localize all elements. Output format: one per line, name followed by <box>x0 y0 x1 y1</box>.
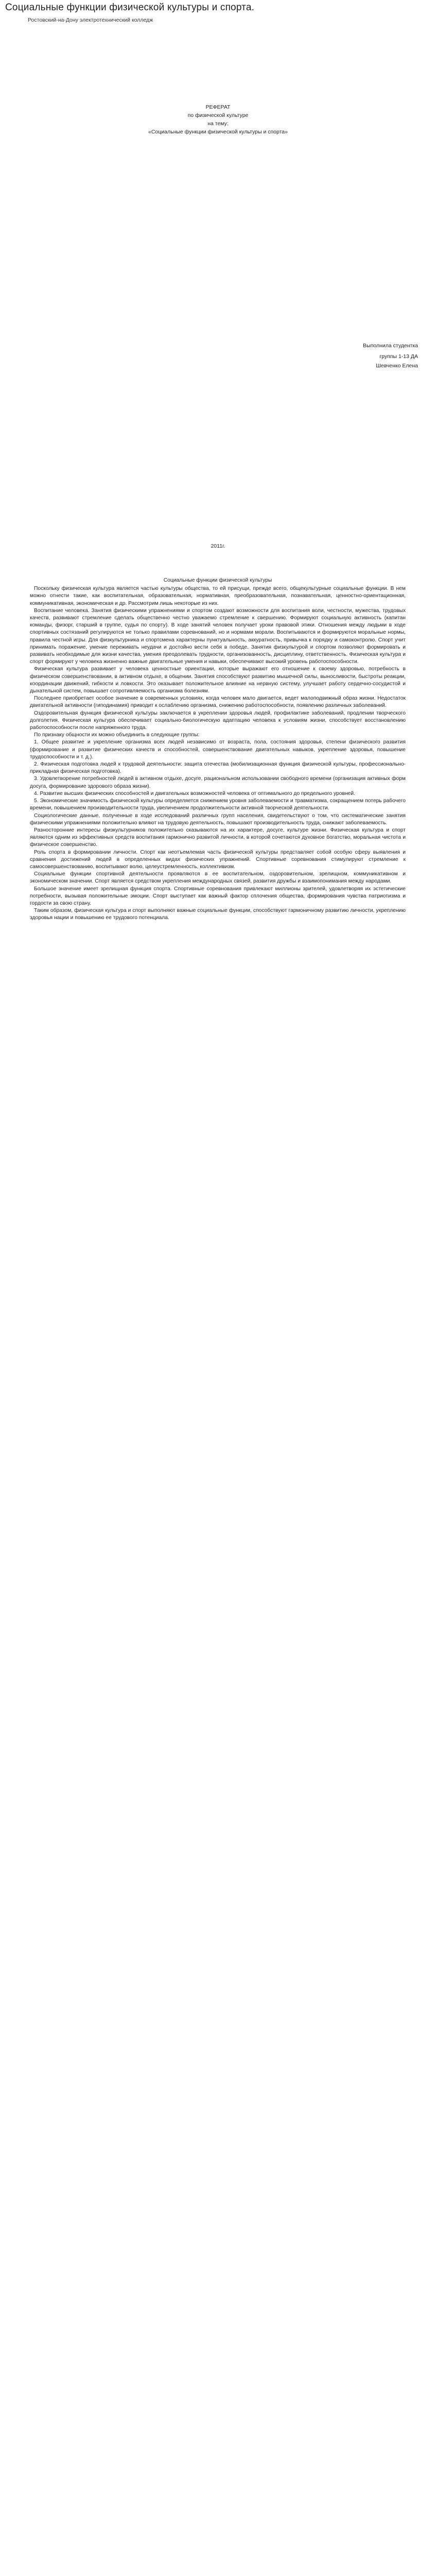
list-item: 1. Общее развитие и укрепление организма всех людей независимо от возраста, пола, состояния здоровья, степени физического развития (формирование и развитие физических качеств и способностей, совершенствование двигательных навыков, укрепление здоровья, повышение трудоспособности и т. д.). <box>30 739 406 760</box>
article-paragraph: Последнее приобретает особое значение в современных условиях, когда человек мало двигается, ведет малоподвижный образ жизни. Недостаток двигательной активности (гиподинамия) приводит к ослаблению организма, снижению работоспособности, появлению различных заболеваний. <box>30 696 406 709</box>
article-paragraph: Социологические данные, полученные в ходе исследований различных групп населения, свидетельствуют о том, что систематические занятия физическими упражнениями положительно влияют на трудовую деятельность, повышают производительность труда, снижают заболеваемость. <box>30 812 406 826</box>
year: 2011г. <box>211 543 225 549</box>
list-item: 3. Удовлетворение потребностей людей в активном отдыхе, досуге, рациональном использовании свободного времени (организация активных форм досуга, формирование здорового образа жизни). <box>30 776 406 789</box>
author-name: Шевченко Елена <box>376 363 418 369</box>
list-item: 2. Физическая подготовка людей к трудовой деятельности: защита отечества (мобилизационная функция физической культуры, профессионально-прикладная физическая подготовка). <box>30 761 406 775</box>
topic-prefix: на тему: <box>207 121 229 127</box>
topic-title: «Социальные функции физической культуры и спорта» <box>148 129 288 135</box>
list-item: 4. Развитие высших физических способностей и двигательных возможностей человека от оптимального до предельного уровней. <box>34 790 355 796</box>
article-paragraph: Воспитание человека. Занятия физическими упражнениями и спортом создают возможности для воспитания воли, честности, мужества, трудовых качеств, развивают стремление сделать общественно честно уважаемо стремление к свершению. Формируют социальную активность (капитан команды, физорг, старший в группе, судья по спорту). В ходе занятий человек получает уроки правовой этики. Отношения между людьми в ходе спортивных состязаний регулируются не только правилами соревнований, но и нормами морали. Воспитываются и формируются моральные нормы, правила честной игры. Для физкультурника и спортсмена характерны пунктуальность, аккуратность, привычка к порядку и самоконтролю. Спорт учит принимать поражение, умение переживать неудачи и достойно вести себя в победе. Занятия физкультурой и спортом позволяют формировать и развивать необходимые для жизни качества, умения преодолевать трудности, организованность, дисциплину, ответственность. Физическая культура и спорт формируют у человека жизненно важные двигательные умения и навыки, обеспечивают высокий уровень работоспособности. <box>30 607 406 665</box>
article-paragraph: Таким образом, физическая культура и спорт выполняют важные социальные функции, способствуют гармоничному развитию личности, укреплению здоровья нации и повышению ее трудового потенциала. <box>30 908 406 921</box>
article-body <box>30 576 406 922</box>
author-role: Выполнила студентка <box>363 343 418 349</box>
article-paragraph: Поскольку физическая культура является частью культуры общества, то ей присущи, прежде всего, общекультурные социальные функции. В нем можно отнести такие, как воспитательная, образовательная, нормативная, преобразовательная, познавательная, ценностно-ориентационная, коммуникативная, экономическая и др. Рассмотрим лишь некоторые из них. <box>30 586 406 606</box>
document-header <box>5 1 431 24</box>
list-intro: По признаку общности их можно объединить в следующие группы: <box>34 732 200 738</box>
group-name: группы 1-13 ДА <box>379 353 418 360</box>
article-paragraph: Оздоровительная функция физической культуры заключается в укреплении здоровья людей, профилактике заболеваний, продлении творческого долголетия. Физическая культура обеспечивает социально-биологическую адаптацию человека к условиям жизни, способствует восстановлению работоспособности после напряженного труда. <box>30 710 406 731</box>
institution-name: Ростовский-на-Дону электротехнический колледж <box>28 17 153 23</box>
subject-line: по физической культуре <box>187 112 249 118</box>
article-paragraph: Разносторонние интересы физкультурников положительно сказываются на их характере, досуге, культуре жизни. Физическая культура и спорт являются одним из эффективных средств воспитания гармонично развитой личности, в которой сочетаются духовное богатство, моральная чистота и физическое совершенство. <box>30 827 406 848</box>
list-item: 5. Экономические значимость физической культуры определяется снижением уровня заболеваемости и травматизма, сокращением потерь рабочего времени, повышением производительности труда, увеличением продолжительности активной творческой деятельности. <box>30 798 406 811</box>
article-heading: Социальные функции физической культуры <box>163 578 272 583</box>
article-paragraph: Роль спорта в формировании личности. Спорт как неотъемлемая часть физической культуры представляет собой особую сферу выявления и сравнения достижений людей в определенных видах физических упражнений. Спортивные соревнования стимулируют стремление к самосовершенствованию, воспитывают волю, целеустремленность, коллективизм. <box>30 849 406 870</box>
page-title: Социальные функции физической культуры и спорта. <box>5 2 255 13</box>
article-paragraph: Социальные функции спортивной деятельности проявляются в ее воспитательном, оздоровительном, зрелищном, коммуникативном и экономическом значении. Спорт является средством укрепления международных связей, развития дружбы и взаимопонимания между народами. <box>30 871 406 885</box>
article-paragraph: Большое значение имеет зрелищная функция спорта. Спортивные соревнования привлекают миллионы зрителей, удовлетворяя их эстетические потребности, вызывая положительные эмоции. Спорт выступает как важный фактор сплочения общества, формирования чувства патриотизма и гордости за свою страну. <box>30 886 406 906</box>
work-type: РЕФЕРАТ <box>205 104 231 110</box>
article-paragraph: Физическая культура развивает у человека ценностные ориентации, которые выражают его отношение к своему здоровью, потребность в физическом совершенствовании, в активном отдыхе, в общении. Занятия способствуют развитию мышечной силы, выносливости, быстроты реакции, координации движений, гибкости и ловкости. Это оказывает положительное влияние на нервную систему, улучшает работу сердечно-сосудистой и дыхательной систем, повышает сопротивляемость организма болезням. <box>30 666 406 694</box>
